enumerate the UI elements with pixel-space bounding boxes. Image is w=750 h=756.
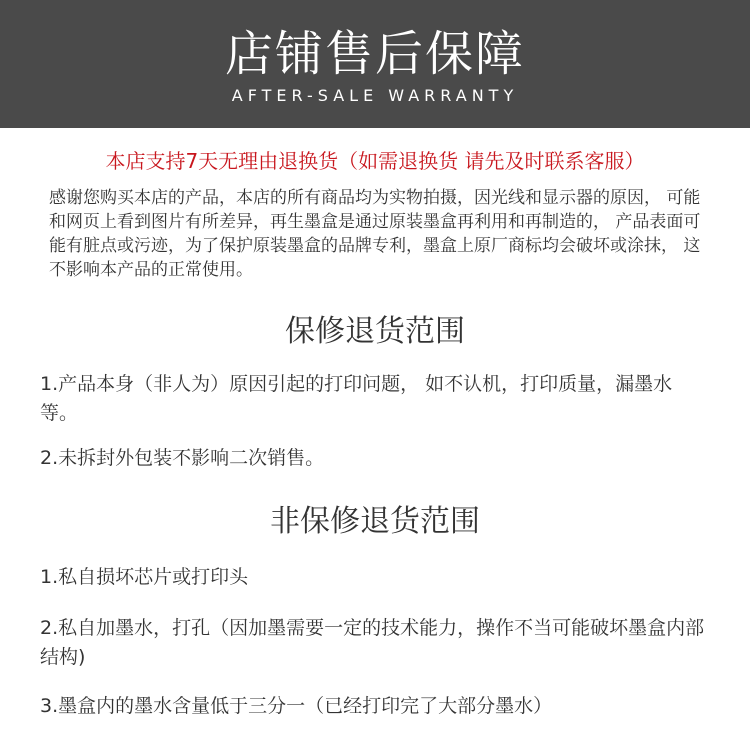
header-banner bbox=[0, 0, 750, 128]
warranty-section-title: 保修退货范围 bbox=[285, 314, 465, 349]
non-warranty-section-title: 非保修退货范围 bbox=[270, 504, 480, 539]
non-warranty-item-1: 1.私自损坏芯片或打印头 bbox=[40, 566, 249, 588]
non-warranty-item-2: 2.私自加墨水，打孔（因加墨需要一定的技术能力，操作不当可能破坏墨盒内部结构) bbox=[40, 617, 705, 668]
non-warranty-item-3: 3.墨盒内的墨水含量低于三分一（已经打印完了大部分墨水） bbox=[40, 695, 553, 717]
page-title: 店铺售后保障 bbox=[224, 26, 525, 82]
warranty-item-2: 2.未拆封外包装不影响二次销售。 bbox=[40, 447, 325, 469]
return-policy-notice: 本店支持7天无理由退换货（如需退换货 请先及时联系客服） bbox=[105, 149, 645, 173]
warranty-item-1: 1.产品本身（非人为）原因引起的打印问题， 如不认机，打印质量，漏墨水等。 bbox=[40, 373, 673, 424]
page-subtitle: AFTER-SALE WARRANTY bbox=[231, 86, 519, 105]
intro-paragraph: 感谢您购买本店的产品，本店的所有商品均为实物拍摄，因光线和显示器的原因， 可能和网页上看到图片有所差异，再生墨盒是通过原装墨盒再利用和再制造的， 产品表面可能有脏点或污迹，为了保护原装墨盒的品牌专利，墨盒上原厂商标均会破坏或涂抹， 这不影响本产品的正常使用。 bbox=[49, 188, 701, 280]
